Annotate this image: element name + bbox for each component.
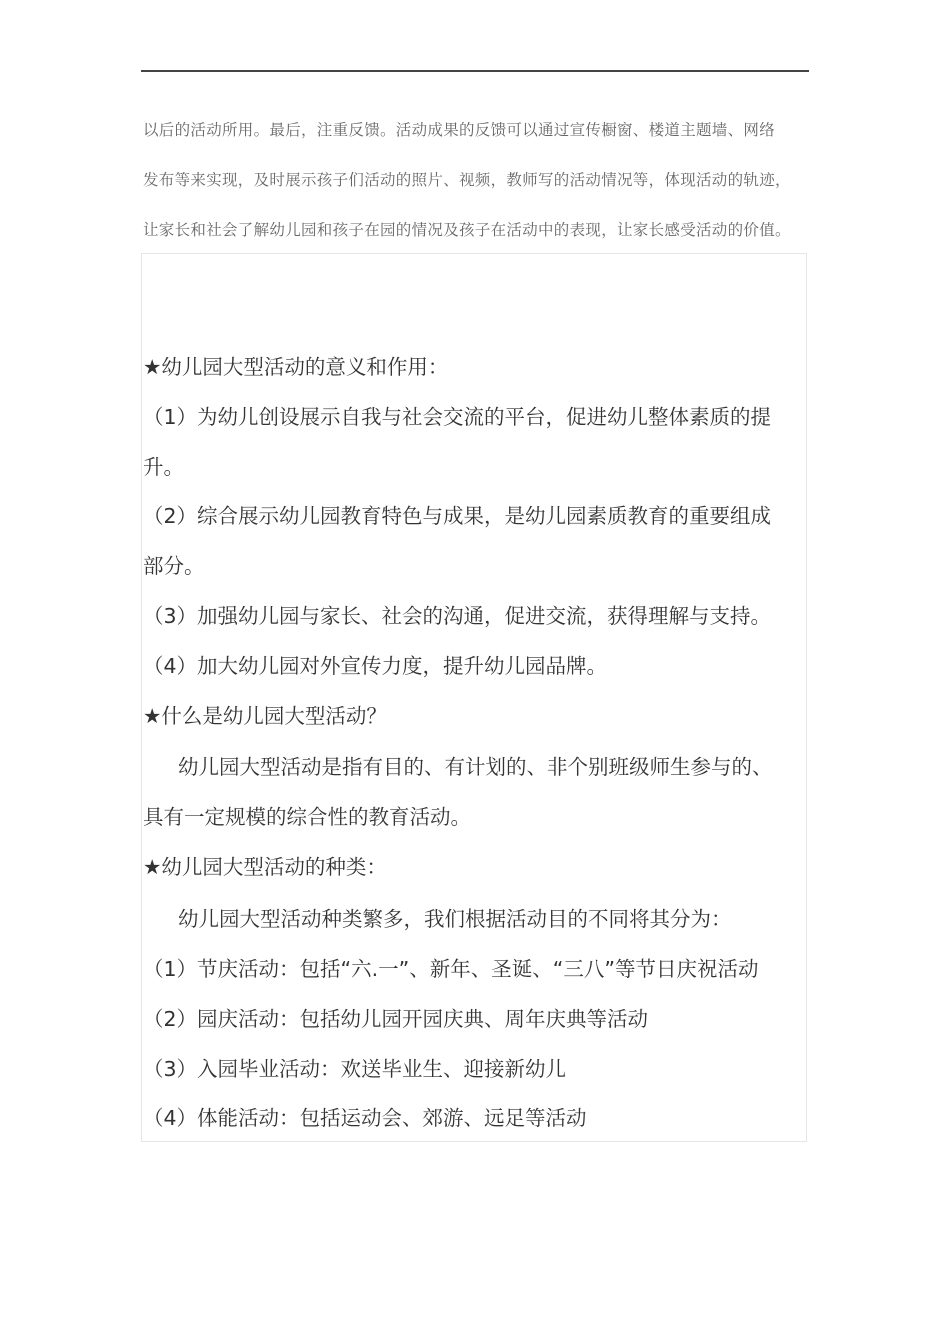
types-item: （3）入园毕业活动：欢送毕业生、迎接新幼儿 [143,1056,567,1081]
content-body [143,343,811,1144]
intro-line: 让家长和社会了解幼儿园和孩子在园的情况及孩子在活动中的表现，让家长感受活动的价值。 [143,221,791,239]
types-item: （4）体能活动：包括运动会、郊游、远足等活动 [143,1106,587,1131]
intro-paragraph [143,105,823,255]
significance-item: （4）加大幼儿园对外宣传力度，提升幼儿园品牌。 [143,653,608,678]
significance-item: 部分。 [143,554,205,579]
types-item: （2）园庆活动：包括幼儿园开园庆典、周年庆典等活动 [143,1006,649,1031]
header-rule [141,70,809,72]
significance-item: （1）为幼儿创设展示自我与社会交流的平台，促进幼儿整体素质的提 [143,404,772,429]
intro-line: 发布等来实现，及时展示孩子们活动的照片、视频，教师写的活动情况等，体现活动的轨迹， [143,171,791,189]
significance-heading: ★幼儿园大型活动的意义和作用： [143,355,449,379]
types-heading: ★幼儿园大型活动的种类： [143,855,387,880]
significance-item: （3）加强幼儿园与家长、社会的沟通，促进交流，获得理解与支持。 [143,603,772,628]
definition-heading: ★什么是幼儿园大型活动？ [143,703,387,728]
definition-line: 具有一定规模的综合性的教育活动。 [143,805,471,830]
significance-item: 升。 [143,454,184,479]
types-item: （1）节庆活动：包括“六.一”、新年、圣诞、“三八”等节日庆祝活动 [143,956,759,981]
definition-line: 幼儿园大型活动是指有目的、有计划的、非个别班级师生参与的、 [178,755,773,780]
types-intro: 幼儿园大型活动种类繁多，我们根据活动目的不同将其分为： [178,906,732,931]
significance-item: （2）综合展示幼儿园教育特色与成果，是幼儿园素质教育的重要组成 [143,504,772,529]
intro-line: 以后的活动所用。最后，注重反馈。活动成果的反馈可以通过宣传橱窗、楼道主题墙、网络 [143,121,776,139]
